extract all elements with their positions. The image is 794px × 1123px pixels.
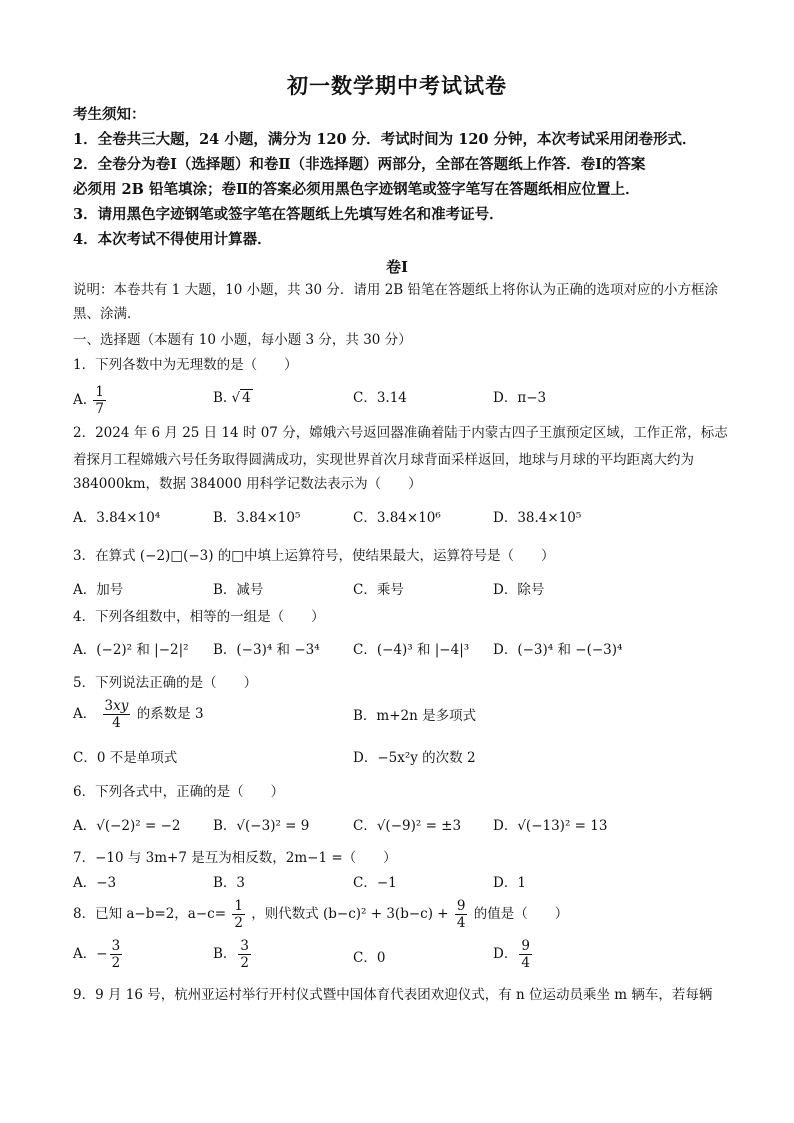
question-8-option-a: A．− $\frac{3}{2}$ — [73, 938, 121, 971]
fraction-3xy-4: $\frac{3xy}{4}$ — [104, 698, 129, 731]
section-desc-2: 黑、涂满． — [73, 306, 141, 322]
question-1-option-d: D．π−3 — [493, 390, 547, 406]
question-5-option-d: D．−5x²y 的次数 2 — [353, 750, 476, 766]
question-8-option-d: D． $\frac{9}{4}$ — [493, 938, 530, 971]
question-1-stem: 1．下列各数中为无理数的是（ ） — [73, 357, 298, 373]
part-title: 一、选择题（本题有 10 小题，每小题 3 分，共 30 分） — [73, 332, 412, 348]
question-3-option-d: D．除号 — [493, 582, 545, 598]
question-5-option-b: B．m+2n 是多项式 — [353, 708, 477, 724]
notice-item-2: 2．全卷分为卷Ⅰ（选择题）和卷Ⅱ（非选择题）两部分，全部在答题纸上作答．卷Ⅰ的答案 — [73, 156, 646, 173]
question-1-option-a — [73, 384, 108, 417]
question-4-stem: 4．下列各组数中，相等的一组是（ ） — [73, 609, 325, 625]
question-1-option-b: B. √ 4 — [213, 390, 251, 406]
section-heading: 卷Ⅰ — [385, 258, 409, 276]
question-7-option-c: C．−1 — [353, 875, 397, 891]
question-5-option-a — [73, 698, 204, 731]
notice-heading: 考生须知： — [73, 106, 146, 123]
question-3-option-c: C．乘号 — [353, 582, 404, 598]
question-5-stem: 5．下列说法正确的是（ ） — [73, 675, 258, 691]
question-8-option-b: B． $\frac{3}{2}$ — [213, 938, 250, 971]
question-2-option-a: A．3.84×10⁴ — [73, 510, 161, 526]
option-letter: A. — [73, 392, 88, 408]
question-6-option-b: B．√(−3)² = 9 — [213, 818, 310, 834]
question-2-option-c: C．3.84×10⁶ — [353, 510, 441, 526]
question-1-option-c: C．3.14 — [353, 390, 407, 406]
question-6-option-d: D．√(−13)² = 13 — [493, 818, 608, 834]
fraction-1-7: $\frac{1}{7}$ — [95, 384, 104, 417]
notice-item-3: 3．请用黑色字迹钢笔或签字笔在答题纸上先填写姓名和准考证号． — [73, 206, 504, 223]
option-letter: B. — [213, 390, 228, 406]
page-title: 初一数学期中考试试卷 — [287, 73, 507, 98]
question-2-option-d: D．38.4×10⁵ — [493, 510, 582, 526]
question-8-stem: 8．已知 a−b=2，a−c= $\frac{1}{2}$ ，则代数式 (b−c)² + 3(b−c) + $\frac{9}{4}$ 的值是（ ） — [73, 898, 569, 931]
question-3-option-b: B．减号 — [213, 582, 264, 598]
fraction-1-2: $\frac{1}{2}$ — [234, 898, 243, 931]
option-text: 的系数是 3 — [136, 706, 204, 722]
section-desc-1: 说明：本卷共有 1 大题，10 小题，共 30 分．请用 2B 铅笔在答题纸上将你认为正确的选项对应的小方框涂 — [73, 282, 718, 298]
fraction-3-2: $\frac{3}{2}$ — [111, 938, 121, 971]
question-2-option-b: B．3.84×10⁵ — [213, 510, 301, 526]
notice-item-2-cont: 必须用 2B 铅笔填涂；卷Ⅱ的答案必须用黑色字迹钢笔或签字笔写在答题纸相应位置上． — [73, 181, 640, 198]
question-7-option-a: A．−3 — [73, 875, 117, 891]
option-letter: A． — [73, 706, 97, 722]
question-2-line-3: 384000km，数据 384000 用科学记数法表示为（ ） — [73, 476, 422, 492]
question-6-stem: 6．下列各式中，正确的是（ ） — [73, 784, 285, 800]
question-7-option-b: B．3 — [213, 875, 246, 891]
question-4-option-c: C．(−4)³ 和 |−4|³ — [353, 642, 470, 658]
question-4-option-a: A．(−2)² 和 |−2|² — [73, 642, 189, 658]
question-2-line-1: 2．2024 年 6 月 25 日 14 时 07 分，嫦娥六号返回器准确着陆于内蒙古四子王旗预定区域，工作正常，标志 — [73, 425, 728, 441]
notice-item-4: 4．本次考试不得使用计算器． — [73, 231, 272, 248]
notice-item-1: 1．全卷共三大题，24 小题，满分为 120 分．考试时间为 120 分钟，本次考试采用闭卷形式． — [73, 131, 697, 148]
question-6-option-c: C．√(−9)² = ±3 — [353, 818, 462, 834]
question-4-option-b: B．(−3)⁴ 和 −3⁴ — [213, 642, 320, 658]
fraction-9-4: $\frac{9}{4}$ — [456, 898, 466, 931]
question-8-option-c: C．0 — [353, 950, 386, 966]
question-3-option-a: A．加号 — [73, 582, 124, 598]
fraction-3-2: $\frac{3}{2}$ — [240, 938, 250, 971]
question-5-option-c: C．0 不是单项式 — [73, 750, 178, 766]
question-9-stem: 9．9 月 16 号，杭州亚运村举行开村仪式暨中国体育代表团欢迎仪式，有 n 位运动员乘坐 m 辆车，若每辆 — [73, 987, 713, 1003]
question-7-option-d: D．1 — [493, 875, 526, 891]
question-3-stem: 3．在算式 (−2)□(−3) 的□中填上运算符号，使结果最大，运算符号是（ ） — [73, 548, 555, 564]
question-7-stem: 7．−10 与 3m+7 是互为相反数，2m−1 =（ ） — [73, 850, 397, 866]
question-2-line-2: 着探月工程嫦娥六号任务取得圆满成功，实现世界首次月球背面采样返回，地球与月球的平均距离大约为 — [73, 452, 694, 468]
fraction-9-4: $\frac{9}{4}$ — [521, 938, 530, 971]
question-6-option-a: A．√(−2)² = −2 — [73, 818, 181, 834]
question-4-option-d: D．(−3)⁴ 和 −(−3)⁴ — [493, 642, 623, 658]
